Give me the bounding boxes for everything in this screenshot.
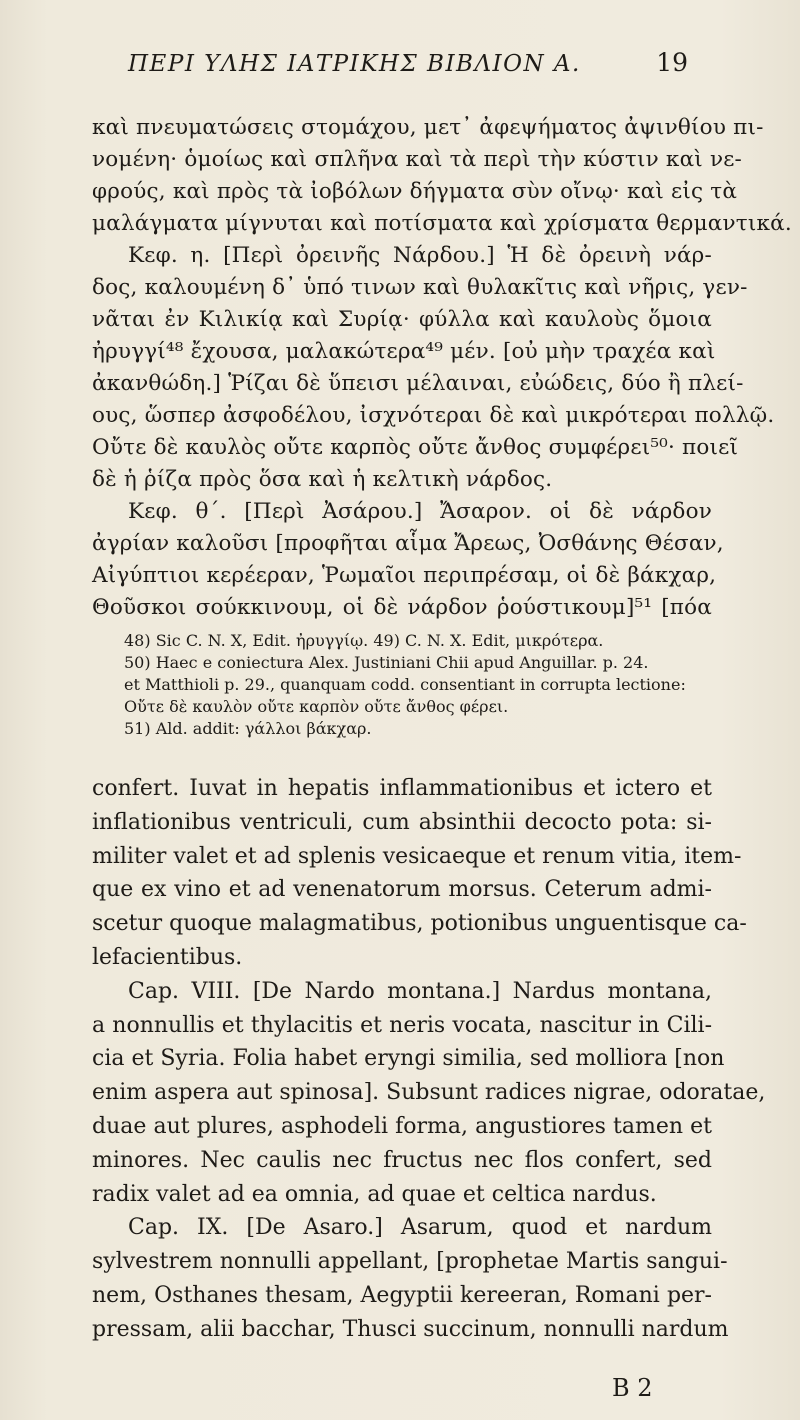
greek-line: Οὔτε δὲ καυλὸς οὔτε καρπὸς οὔτε ἄνθος συμφέρει⁵⁰· ποιεῖ [92,435,739,460]
latin-line: minores. Nec caulis nec fructus nec flos confert, sed [92,1147,712,1173]
greek-line: Θοῦσκοι σούκκινουμ, οἱ δὲ νάρδον ῥούστικουμ]⁵¹ [πόα [92,595,712,620]
latin-text-block [92,772,766,1347]
greek-line: ἠρυγγί⁴⁸ ἔχουσα, μαλακώτερα⁴⁹ μέν. [οὐ μὴν τραχέα καὶ [92,339,716,364]
footnote-line: 50) Haec e coniectura Alex. Justiniani Chii apud Anguillar. p. 24. [124,653,649,672]
latin-line: pressam, alii bacchar, Thusci succinum, nonnulli nardum [92,1316,729,1342]
latin-line: enim aspera aut spinosa]. Subsunt radices nigrae, odoratae, [92,1080,766,1106]
running-title: ΠΕΡΙ ΥΛΗΣ ΙΑΤΡΙΚΗΣ ΒΙΒΛΙΟΝ Α. [128,51,581,77]
greek-line: δος, καλουμένη δ᾽ ὑπό τινων καὶ θυλακῖτις καὶ νῆρις, γεν- [92,275,748,300]
greek-line: ἀκανθώδη.] Ῥίζαι δὲ ὕπεισι μέλαιναι, εὐώδεις, δύο ἢ πλεί- [92,371,744,396]
running-header [128,48,688,77]
footnote-line: et Matthioli p. 29., quanquam codd. consentiant in corrupta lectione: [124,675,686,694]
chapter-heading-greek: Κεφ. η. [Περὶ ὀρεινῆς Νάρδου.] Ἡ δὲ ὀρεινὴ νάρ- [128,243,712,268]
greek-line: νομένη· ὁμοίως καὶ σπλῆνα καὶ τὰ περὶ τὴν κύστιν καὶ νε- [92,147,743,172]
footnote-line: 51) Ald. addit: γάλλοι βάκχαρ. [124,719,372,738]
greek-text-block [92,112,792,624]
latin-line: sylvestrem nonnulli appellant, [prophetae Martis sangui- [92,1249,728,1275]
latin-line: militer valet et ad splenis vesicaeque et renum vitia, item- [92,843,742,869]
chapter-heading-latin: Cap. IX. [De Asaro.] Asarum, quod et nardum [128,1215,712,1241]
latin-line: a nonnullis et thylacitis et neris vocata, nascitur in Cili- [92,1012,712,1038]
signature-mark: B 2 [612,1374,653,1402]
latin-line: radix valet ad ea omnia, ad quae et celtica nardus. [92,1181,657,1207]
page-number: 19 [656,48,688,77]
chapter-heading-latin: Cap. VIII. [De Nardo montana.] Nardus montana, [128,978,712,1004]
latin-line: confert. Iuvat in hepatis inflammationibus et ictero et [92,776,712,801]
greek-line: δὲ ἡ ῥίζα πρὸς ὅσα καὶ ἡ κελτικὴ νάρδος. [92,467,553,492]
greek-line: ἀγρίαν καλοῦσι [προφῆται αἷμα Ἄρεως, Ὀσθάνης Θέσαν, [92,531,724,556]
latin-line: scetur quoque malagmatibus, potionibus unguentisque ca- [92,911,747,937]
latin-line: que ex vino et ad venenatorum morsus. Ceterum admi- [92,877,712,903]
latin-line: nem, Osthanes thesam, Aegyptii kereeran, Romani per- [92,1282,712,1308]
footnotes [124,630,724,740]
latin-line: cia et Syria. Folia habet eryngi similia, sed molliora [non [92,1046,725,1072]
greek-line: καὶ πνευματώσεις στομάχου, μετ᾽ ἀφεψήματος ἀψινθίου πι- [92,115,764,140]
greek-line: φρούς, καὶ πρὸς τὰ ἰοβόλων δήγματα σὺν οἴνῳ· καὶ εἰς τὰ [92,179,738,204]
greek-line: μαλάγματα μίγνυται καὶ ποτίσματα καὶ χρίσματα θερμαντικά. [92,211,792,236]
latin-line: lefacientibus. [92,944,243,970]
latin-line: inflationibus ventriculi, cum absinthii decocto pota: si- [92,809,712,835]
chapter-heading-greek: Κεφ. θ΄. [Περὶ Ἀσάρου.] Ἄσαρον. οἱ δὲ νάρδον [128,499,712,524]
greek-line: ους, ὥσπερ ἀσφοδέλου, ἰσχνότεραι δὲ καὶ μικρότεραι πολλῷ. [92,403,775,428]
greek-line: Αἰγύπτιοι κερέεραν, Ῥωμαῖοι περιπρέσαμ, οἱ δὲ βάκχαρ, [92,563,717,588]
latin-line: duae aut plures, asphodeli forma, angustiores tamen et [92,1113,712,1139]
footnote-line: Οὔτε δὲ καυλὸν οὔτε καρπὸν οὔτε ἄνθος φέρει. [124,697,509,716]
greek-line: νᾶται ἐν Κιλικίᾳ καὶ Συρίᾳ· φύλλα καὶ καυλοὺς ὅμοια [92,307,712,332]
footnote-line: 48) Sic C. N. X, Edit. ἠρυγγίῳ. 49) C. N. X. Edit, μικρότερα. [124,631,604,650]
